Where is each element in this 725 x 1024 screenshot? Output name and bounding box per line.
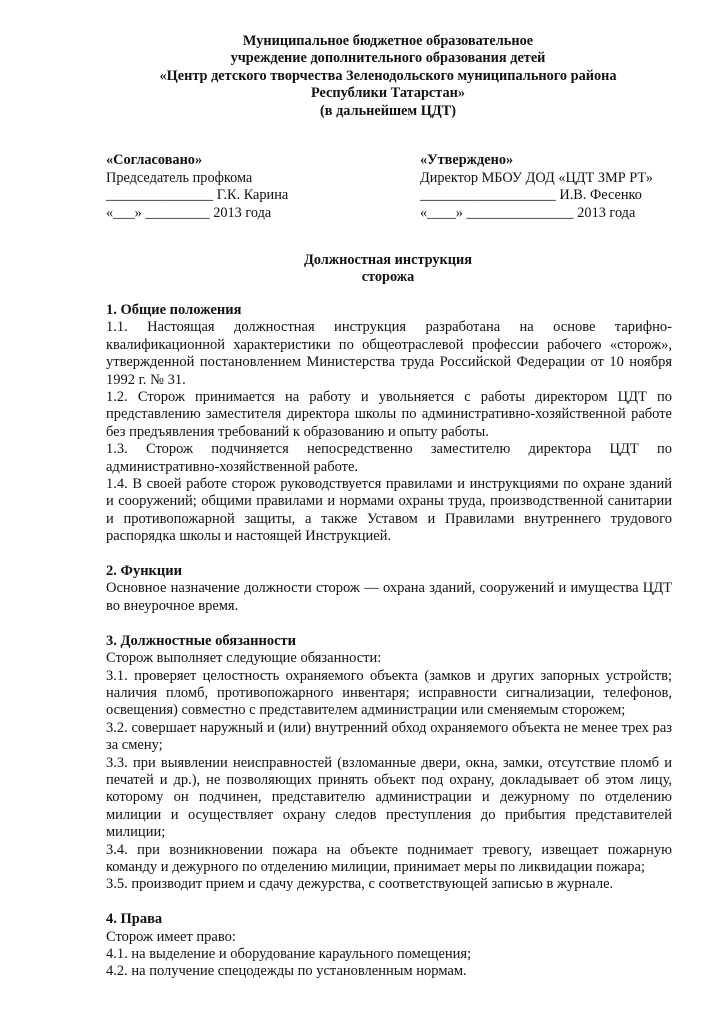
agreed-date: «___» _________ 2013 года (106, 204, 272, 221)
paragraph-4-1: 4.1. на выделение и оборудование караульного помещения; (106, 945, 472, 962)
header-line-5: (в дальнейшем ЦДТ) (320, 102, 456, 119)
document-title (104, 252, 672, 287)
spacer (106, 546, 672, 563)
agreed-signature: _______________ Г.К. Карина (106, 187, 289, 203)
approved-date: «____» _______________ 2013 года (420, 204, 636, 221)
document-body (106, 302, 672, 981)
document-title-line-1: Должностная инструкция (303, 252, 472, 268)
paragraph-1-1: 1.1. Настоящая должностная инструкция разработана на основе тарифно-квалификационной характеристики по общеотраслевой профессии рабочего «сторож», утвержденной постановлением Министерства труда Российской Федерации от 10 ноября 1992 г. № 31. (106, 319, 672, 388)
agreed-heading: «Согласовано» (106, 152, 203, 168)
section-4-intro: Сторож имеет право: (106, 928, 236, 945)
spacer (106, 615, 672, 632)
approved-heading: «Утверждено» (420, 152, 514, 168)
paragraph-4-2: 4.2. на получение спецодежды по установленным нормам. (106, 963, 467, 980)
document-title-line-2: сторожа (361, 269, 415, 286)
paragraph-1-3: 1.3. Сторож подчиняется непосредственно заместителю директора ЦДТ по административно-хозяйственной работе. (106, 441, 672, 475)
agreed-block (106, 152, 288, 222)
paragraph-3-5: 3.5. производит прием и сдачу дежурства, с соответствующей записью в журнале. (106, 876, 614, 893)
section-4-heading: 4. Права (106, 911, 163, 928)
organization-header (104, 33, 672, 120)
agreed-position: Председатель профкома (106, 169, 253, 186)
paragraph-3-1: 3.1. проверяет целостность охраняемого объекта (замков и других запорных устройств; наличия пломб, противопожарного инвентаря; исправности сигнализации, телефонов, освещения) совместно с представителем администрации или сменяемым сторожем; (106, 667, 672, 719)
approved-signature: ___________________ И.В. Фесенко (420, 187, 642, 203)
paragraph-3-2: 3.2. совершает наружный и (или) внутренний обход охраняемого объекта не менее трех раз за смену; (106, 719, 672, 754)
paragraph-1-4: 1.4. В своей работе сторож руководствуется правилами и инструкциями по охране зданий и сооружений; общими правилами и нормами охраны труда, производственной санитарии и противопожарной защиты, а также Уставом и Правилами внутреннего трудового распорядка школы и настоящей Инструкцией. (106, 476, 672, 545)
section-1-heading: 1. Общие положения (106, 302, 242, 318)
header-line-4: Республики Татарстан» (310, 85, 466, 102)
approved-block (420, 152, 653, 222)
section-3-intro: Сторож выполняет следующие обязанности: (106, 650, 382, 667)
paragraph-1-2: 1.2. Сторож принимается на работу и увольняется с работы директором ЦДТ по представлению заместителя директора школы по административно-хозяйственной работе без предъявления требований к образованию и опыту работы. (106, 389, 672, 440)
header-line-1: Муниципальное бюджетное образовательное (242, 33, 534, 49)
header-line-2: учреждение дополнительного образования детей (230, 50, 546, 67)
section-2-heading: 2. Функции (106, 563, 182, 580)
approved-position: Директор МБОУ ДОД «ЦДТ ЗМР РТ» (420, 169, 653, 186)
paragraph-2-1: Основное назначение должности сторож — охрана зданий, сооружений и имущества ЦДТ во внеурочное время. (106, 580, 672, 614)
paragraph-3-4: 3.4. при возникновении пожара на объекте поднимает тревогу, извещает пожарную команду и дежурного по отделению милиции, принимает меры по ликвидации пожара; (106, 841, 672, 875)
header-line-3: «Центр детского творчества Зеленодольского муниципального района (159, 67, 617, 84)
spacer (106, 894, 672, 911)
section-3-heading: 3. Должностные обязанности (106, 632, 297, 649)
paragraph-3-3: 3.3. при выявлении неисправностей (взломанные двери, окна, замки, отсутствие пломб и печатей и др.), не позволяющих принять объект под охрану, докладывает об этом лицу, которому он подчинен, представителю администрации и дежурному по отделению милиции и осуществляет охрану следов преступления до прибытия представителей милиции; (106, 754, 672, 841)
